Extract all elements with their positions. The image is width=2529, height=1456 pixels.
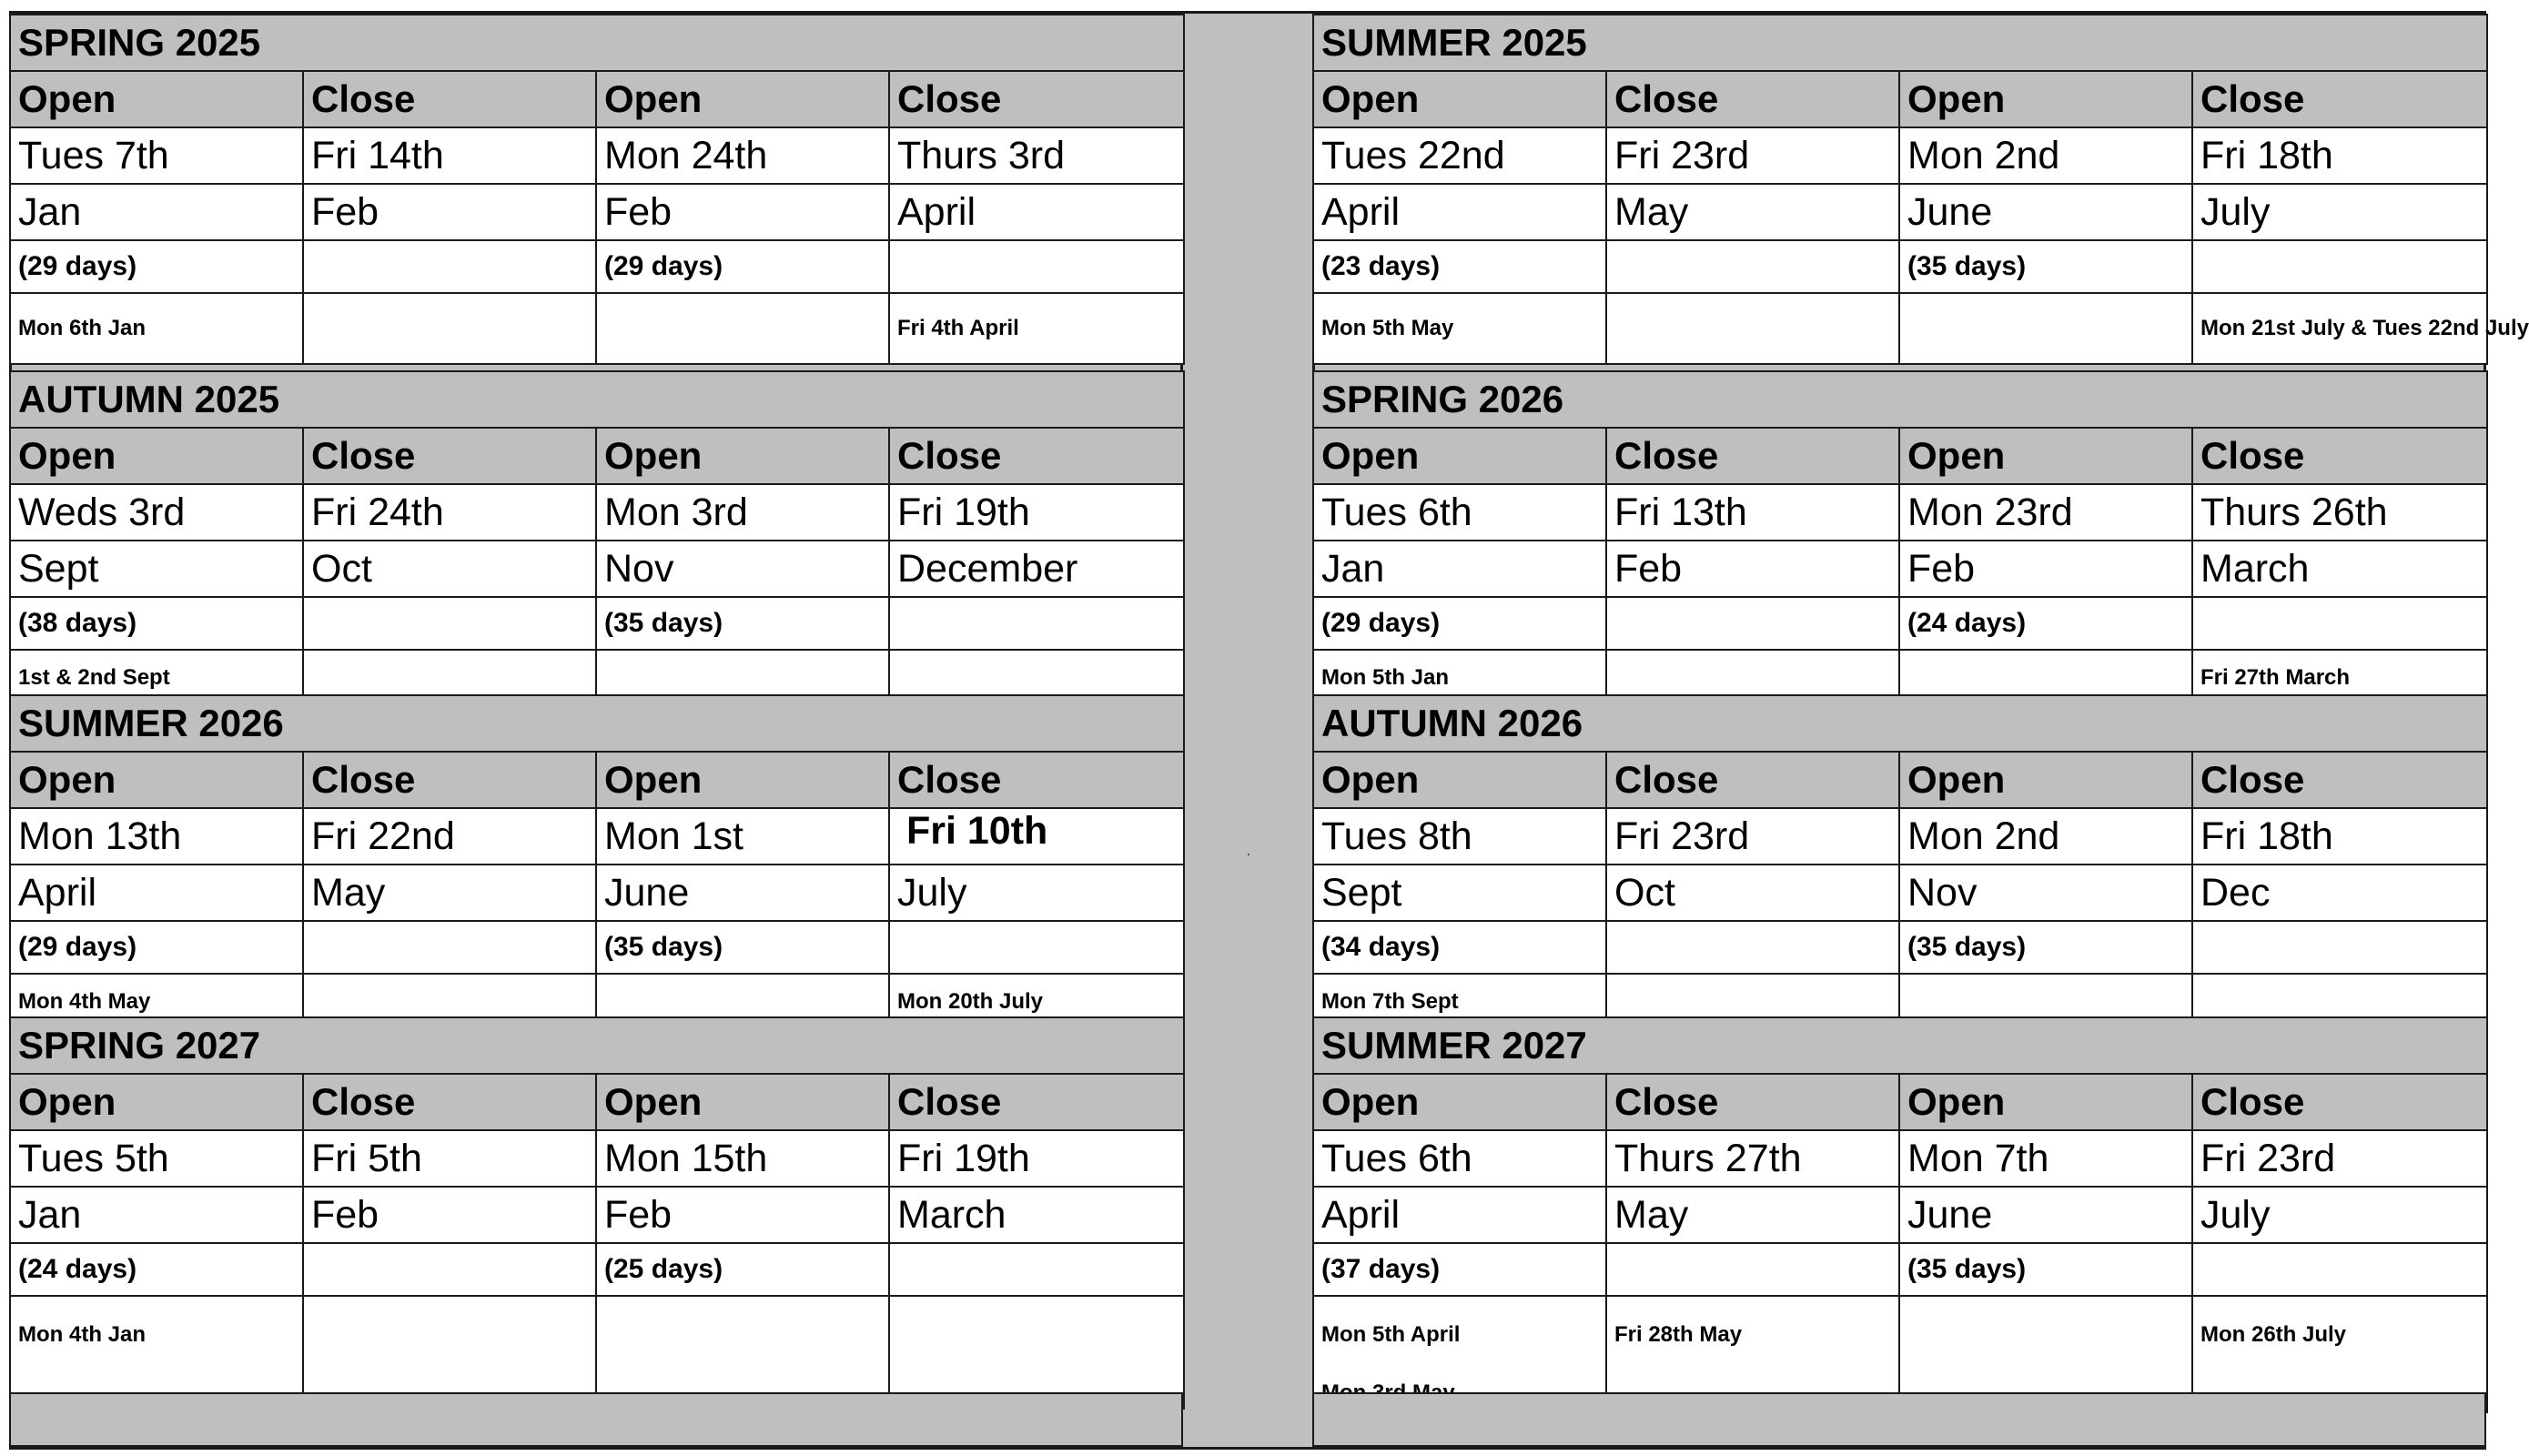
term-title: SPRING 2027 [10,1017,1184,1074]
footer-band [1312,1392,2486,1447]
term-table [1312,14,2529,365]
open-header: Open [596,428,889,484]
month-cell: Oct [1606,864,1899,921]
days-count-cell: (29 days) [10,240,303,293]
inset-day-cell: Mon 26th July [2192,1296,2487,1412]
date-cell: Fri 18th [2192,127,2487,184]
term-title: AUTUMN 2025 [10,371,1184,428]
open-header: Open [596,1074,889,1130]
open-header: Open [1899,71,2192,127]
days-count-cell: (38 days) [10,597,303,650]
date-cell: Fri 23rd [2192,1130,2487,1187]
date-cell: Weds 3rd [10,484,303,541]
date-cell: Mon 3rd [596,484,889,541]
inset-day-line: Mon 5th April [1321,1322,1461,1347]
inset-day-cell: Mon 5th May [1313,293,1606,364]
term-table [9,1016,1185,1410]
close-header: Close [889,428,1184,484]
date-cell: Thurs 27th [1606,1130,1899,1187]
open-header: Open [1313,71,1606,127]
inset-day-cell [303,293,596,364]
inset-day-cell: Fri 4th April [889,293,1184,364]
month-cell: Sept [1313,864,1606,921]
term-title: AUTUMN 2026 [1313,695,2487,752]
days-count-cell [1606,597,1899,650]
days-count-cell: (35 days) [1899,240,2192,293]
close-header: Close [303,428,596,484]
month-cell: Jan [10,184,303,240]
days-count-cell: (23 days) [1313,240,1606,293]
month-cell: Jan [10,1187,303,1243]
date-cell: Tues 8th [1313,808,1606,864]
date-cell: Fri 5th [303,1130,596,1187]
open-header: Open [1899,428,2192,484]
month-cell: May [1606,184,1899,240]
days-count-cell: (29 days) [10,921,303,974]
term-title: SUMMER 2026 [10,695,1184,752]
date-cell: Mon 15th [596,1130,889,1187]
close-header: Close [2192,428,2487,484]
days-count-cell [2192,921,2487,974]
close-header: Close [2192,752,2487,808]
inset-day-cell: Mon 4th May [10,974,303,1030]
month-cell: Feb [303,1187,596,1243]
month-cell: Sept [10,541,303,597]
days-count-cell: (24 days) [10,1243,303,1296]
open-header: Open [1899,752,2192,808]
days-count-cell [303,1243,596,1296]
date-cell: Fri 23rd [1606,808,1899,864]
inset-day-cell: Mon 4th Jan [10,1296,303,1409]
month-cell: Feb [1899,541,2192,597]
month-cell: April [1313,1187,1606,1243]
days-count-cell: (24 days) [1899,597,2192,650]
days-count-cell [1606,921,1899,974]
open-header: Open [10,71,303,127]
date-cell: Thurs 26th [2192,484,2487,541]
inset-day-cell [1606,293,1899,364]
open-header: Open [10,752,303,808]
date-cell: Tues 6th [1313,484,1606,541]
inset-day-cell [1899,293,2192,364]
days-count-cell [889,240,1184,293]
month-cell: July [2192,184,2487,240]
month-cell: Oct [303,541,596,597]
date-cell: Fri 14th [303,127,596,184]
inset-day-cell: Mon 7th Sept [1313,974,1606,1030]
term-title: SPRING 2025 [10,15,1184,71]
date-cell: Mon 24th [596,127,889,184]
days-count-cell [889,1243,1184,1296]
days-count-cell: (29 days) [1313,597,1606,650]
date-cell: Mon 13th [10,808,303,864]
inset-day-cell: Mon 21st July & Tues 22nd July [2192,293,2487,364]
footer-band [9,1392,1183,1447]
month-cell: March [889,1187,1184,1243]
month-cell: December [889,541,1184,597]
date-cell: Tues 5th [10,1130,303,1187]
days-count-cell: (35 days) [596,921,889,974]
date-cell: Fri 10th [889,808,1184,864]
term-table [1312,370,2488,707]
inset-day-cell: Mon 20th July [889,974,1184,1030]
close-header: Close [889,752,1184,808]
month-cell: May [303,864,596,921]
close-header: Close [2192,1074,2487,1130]
close-header: Close [303,1074,596,1130]
close-header: Close [1606,428,1899,484]
days-count-cell [303,240,596,293]
term-table [1312,694,2488,1031]
date-cell: Fri 19th [889,1130,1184,1187]
days-count-cell: (35 days) [596,597,889,650]
date-cell: Fri 23rd [1606,127,1899,184]
term-title: SUMMER 2025 [1313,15,2487,71]
date-cell: Mon 2nd [1899,808,2192,864]
date-cell: Mon 1st [596,808,889,864]
date-cell: Fri 22nd [303,808,596,864]
date-cell: Fri 24th [303,484,596,541]
date-cell: Fri 19th [889,484,1184,541]
date-cell: Mon 2nd [1899,127,2192,184]
days-count-cell [2192,1243,2487,1296]
month-cell: Feb [596,1187,889,1243]
month-cell: April [889,184,1184,240]
date-cell: Mon 7th [1899,1130,2192,1187]
days-count-cell: (35 days) [1899,1243,2192,1296]
date-cell: Mon 23rd [1899,484,2192,541]
days-count-cell: (29 days) [596,240,889,293]
days-count-cell [2192,240,2487,293]
month-cell: Feb [596,184,889,240]
days-count-cell: (25 days) [596,1243,889,1296]
month-cell: Nov [1899,864,2192,921]
month-cell: Feb [303,184,596,240]
term-title: SUMMER 2027 [1313,1017,2487,1074]
inset-day-cell: Fri 27th March [2192,650,2487,706]
close-header: Close [2192,71,2487,127]
close-header: Close [303,71,596,127]
month-cell: June [1899,184,2192,240]
open-header: Open [596,71,889,127]
date-cell: Tues 7th [10,127,303,184]
close-header: Close [303,752,596,808]
stray-dot [1248,854,1249,855]
inset-day-cell: Fri 28th May [1606,1296,1899,1412]
days-count-cell [889,921,1184,974]
month-cell: May [1606,1187,1899,1243]
days-count-cell [303,597,596,650]
month-cell: Dec [2192,864,2487,921]
days-count-cell [2192,597,2487,650]
date-cell: Thurs 3rd [889,127,1184,184]
month-cell: June [596,864,889,921]
month-cell: Jan [1313,541,1606,597]
term-table [1312,1016,2488,1413]
open-header: Open [1313,752,1606,808]
date-cell: Fri 18th [2192,808,2487,864]
month-cell: April [1313,184,1606,240]
open-header: Open [1313,1074,1606,1130]
inset-day-cell: Mon 5th Jan [1313,650,1606,706]
month-cell: July [889,864,1184,921]
days-count-cell [889,597,1184,650]
open-header: Open [1313,428,1606,484]
term-table [9,694,1185,1031]
close-header: Close [1606,1074,1899,1130]
days-count-cell [303,921,596,974]
month-cell: July [2192,1187,2487,1243]
close-header: Close [1606,71,1899,127]
open-header: Open [1899,1074,2192,1130]
date-cell: Tues 6th [1313,1130,1606,1187]
month-cell: Nov [596,541,889,597]
days-count-cell: (37 days) [1313,1243,1606,1296]
term-table [9,370,1185,707]
close-header: Close [1606,752,1899,808]
term-title: SPRING 2026 [1313,371,2487,428]
month-cell: March [2192,541,2487,597]
term-table [9,14,1185,365]
date-cell: Tues 22nd [1313,127,1606,184]
open-header: Open [10,428,303,484]
inset-day-cell [596,293,889,364]
days-count-cell [1606,1243,1899,1296]
close-header: Close [889,71,1184,127]
column-gap [1183,11,1312,1450]
inset-day-cell: 1st & 2nd Sept [10,650,303,706]
days-count-cell: (34 days) [1313,921,1606,974]
days-count-cell [1606,240,1899,293]
open-header: Open [596,752,889,808]
date-cell: Fri 13th [1606,484,1899,541]
close-header: Close [889,1074,1184,1130]
month-cell: June [1899,1187,2192,1243]
month-cell: April [10,864,303,921]
days-count-cell: (35 days) [1899,921,2192,974]
open-header: Open [10,1074,303,1130]
month-cell: Feb [1606,541,1899,597]
inset-day-cell: Mon 6th Jan [10,293,303,364]
